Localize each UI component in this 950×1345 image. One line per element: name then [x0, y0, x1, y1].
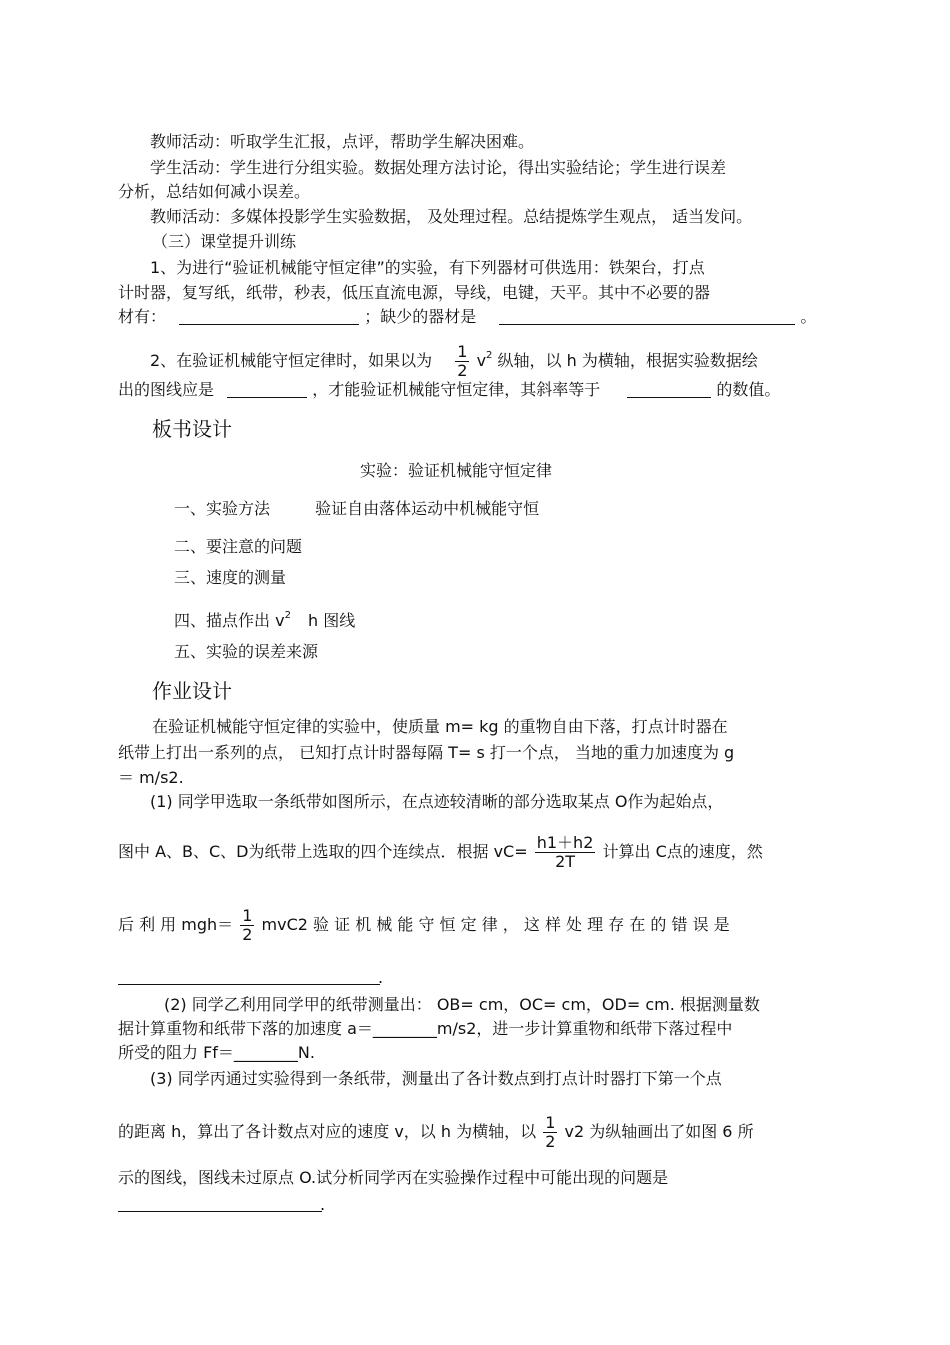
hw-part2-line-1: (2) 同学乙利用同学甲的纸带测量出： OB= cm，OC= cm，OD= cm. 根据测量数: [164, 995, 760, 1014]
q2-text-c: 出的图线应是: [118, 380, 215, 399]
q2-answer-blank-1[interactable]: [227, 381, 307, 398]
hw-part1-text-b: 计算出 C点的速度，然: [602, 842, 763, 861]
q2-fraction-half: [455, 343, 469, 380]
student-activity-line-1: 学生活动：学生进行分组实验。数据处理方法讨论，得出实验结论；学生进行误差: [150, 158, 727, 177]
hw-part3-line-1: (3) 同学丙通过实验得到一条纸带，测量出了各计数点到打点计时器打下第一个点: [150, 1069, 722, 1088]
q2-text-b: 纵轴，以 h 为横轴，根据实验数据绘: [497, 351, 758, 370]
q1-answer-blank-2[interactable]: [499, 308, 795, 325]
hw-part3-half-fraction: [543, 1114, 557, 1151]
hw-intro-line-2: 纸带上打出一系列的点， 已知打点计时器每隔 T= s 打一个点， 当地的重力加速度为 g: [118, 743, 735, 762]
hw-part1-line-2: [118, 832, 763, 872]
hw-part2-line-2: 据计算重物和纸带下落的加速度 a＝________m/s2，进一步计算重物和纸带下落过程中: [118, 1019, 733, 1038]
board-item-1: [174, 499, 539, 519]
board-item-5: 五、实验的误差来源: [174, 642, 319, 661]
q1-period: 。: [800, 307, 817, 326]
q1-answer-blank-1[interactable]: [179, 308, 359, 325]
hw-part3-period: .: [320, 1195, 326, 1214]
board-item-1-label: 一、实验方法: [174, 499, 271, 518]
board-design-heading: 板书设计: [152, 417, 232, 441]
board-item-2: 二、要注意的问题: [174, 537, 303, 556]
hw-part1-text-a: 图中 A、B、C、D为纸带上选取的四个连续点．根据 vC=: [118, 842, 528, 861]
q1-line-1: 1、为进行“验证机械能守恒定律”的实验，有下列器材可供选用：铁架台，打点: [150, 258, 705, 277]
hw-part3-line-3: 示的图线，图线未过原点 O.试分析同学丙在实验操作过程中可能出现的问题是: [118, 1168, 669, 1187]
board-item-3: 三、速度的测量: [174, 568, 287, 587]
q2-text-a: 2、在验证机械能守恒定律时，如果以为: [150, 351, 433, 370]
fraction-denominator: 2T: [555, 852, 576, 871]
fraction-denominator: 2: [242, 925, 253, 944]
fraction-numerator: 1: [457, 342, 468, 361]
hw-part1-half-fraction: [240, 907, 254, 944]
hw-part3-text-b: v2 为纵轴画出了如图 6 所: [564, 1122, 754, 1141]
section-heading-practice: （三）课堂提升训练: [152, 232, 297, 251]
hw-part1-velocity-fraction: [535, 834, 596, 871]
hw-intro-line-3: ＝ m/s2.: [118, 768, 184, 787]
q2-text-e: 的数值。: [716, 380, 781, 399]
q2-answer-blank-2[interactable]: [627, 381, 711, 398]
hw-part1-text-c: 后 利 用 mgh＝: [118, 915, 234, 934]
hw-part1-period: .: [378, 968, 384, 987]
q2-v-symbol: v: [476, 351, 487, 370]
q2-text-d: ，才能验证机械能守恒定律，其斜率等于: [312, 380, 601, 399]
q1-label-unnecessary: 材有：: [118, 307, 167, 326]
fraction-numerator: h1＋h2: [536, 833, 594, 852]
fraction-numerator: 1: [242, 906, 253, 925]
hw-part3-line-2: [118, 1112, 754, 1152]
board-item-4: [174, 606, 355, 631]
hw-part3-text-a: 的距离 h，算出了各计数点对应的速度 v，以 h 为横轴，以: [118, 1122, 537, 1141]
hw-part2-line-3: 所受的阻力 Ff＝________N.: [118, 1043, 315, 1062]
fraction-numerator: 1: [545, 1113, 556, 1132]
hw-part1-line-1: (1) 同学甲选取一条纸带如图所示，在点迹较清晰的部分选取某点 O作为起始点，: [150, 792, 724, 811]
q1-line-3: [118, 307, 816, 327]
hw-part3-answer-line[interactable]: [118, 1211, 322, 1212]
hw-part1-answer-line[interactable]: [118, 984, 380, 985]
board-item-4-tail: h 图线: [308, 611, 356, 630]
teacher-activity-2: 教师活动：多媒体投影学生实验数据， 及处理过程。总结提炼学生观点， 适当发问。: [150, 207, 753, 226]
board-title: 实验：验证机械能守恒定律: [360, 461, 553, 480]
q1-line-2: 计时器，复写纸，纸带，秒表，低压直流电源，导线，电键，天平。其中不必要的器: [118, 283, 711, 302]
homework-heading: 作业设计: [152, 679, 232, 703]
q2-superscript: 2: [486, 350, 493, 361]
teacher-activity-1: 教师活动：听取学生汇报，点评，帮助学生解决困难。: [150, 132, 535, 151]
hw-part1-text-d: mvC2 验 证 机 械 能 守 恒 定 律 ， 这 样 处 理 存 在 的 错 误 是: [261, 915, 730, 934]
board-item-4-superscript: 2: [284, 610, 291, 621]
board-item-1-detail: 验证自由落体运动中机械能守恒: [315, 499, 540, 518]
hw-intro-line-1: 在验证机械能守恒定律的实验中，使质量 m= kg 的重物自由下落，打点计时器在: [152, 717, 728, 736]
board-item-4-label: 四、描点作出 v: [174, 611, 285, 630]
q2-line-1: [150, 336, 758, 381]
fraction-denominator: 2: [545, 1132, 556, 1151]
hw-part1-line-3: [118, 905, 730, 945]
fraction-denominator: 2: [457, 361, 468, 380]
student-activity-line-2: 分析，总结如何减小误差。: [118, 182, 311, 201]
q2-line-2: [118, 380, 780, 400]
q1-label-missing: ；缺少的器材是: [364, 307, 477, 326]
